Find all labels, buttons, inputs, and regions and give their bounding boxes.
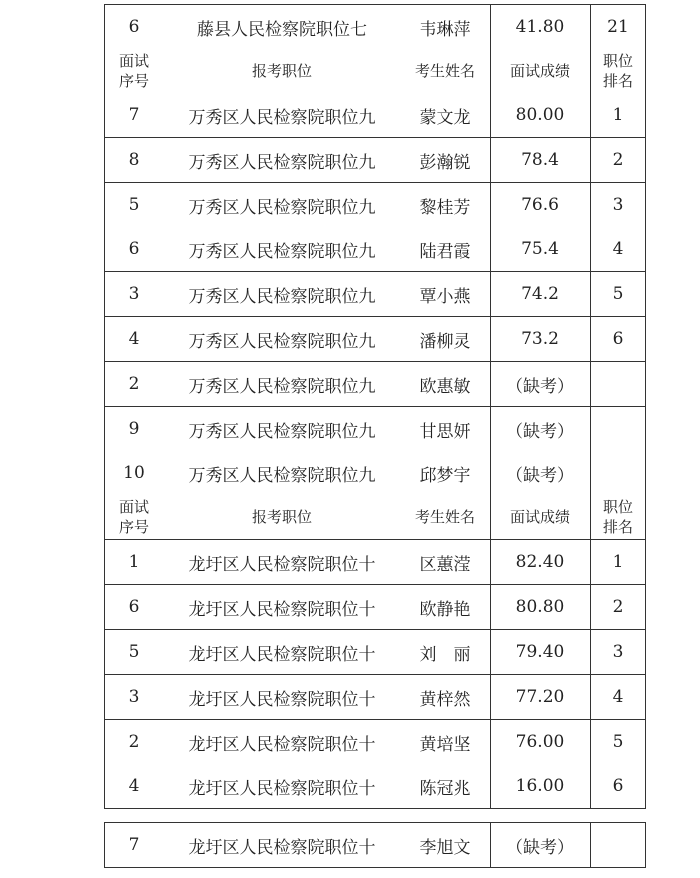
column-divider (590, 451, 591, 495)
table-row (104, 584, 646, 629)
cell-name: 陆君霞 (419, 241, 471, 262)
header-seq: 面试 序号 (118, 52, 149, 90)
table-row (104, 93, 646, 137)
cell-seq: 5 (128, 642, 140, 662)
column-divider (104, 451, 105, 495)
column-divider (104, 138, 105, 182)
column-divider (645, 407, 646, 451)
cell-position: 万秀区人民检察院职位九 (188, 376, 376, 397)
column-divider (490, 540, 491, 584)
column-divider (645, 823, 646, 867)
table-header-row (104, 495, 646, 539)
column-divider (645, 675, 646, 719)
cell-seq: 8 (128, 150, 140, 170)
column-divider (104, 495, 105, 539)
cell-seq: 4 (128, 776, 140, 796)
cell-score: 75.4 (521, 239, 559, 259)
cell-seq: 3 (128, 284, 140, 304)
column-divider (645, 272, 646, 316)
table-row (104, 4, 646, 49)
cell-position: 龙圩区人民检察院职位十 (188, 644, 376, 665)
cell-score: 76.6 (521, 195, 559, 215)
column-divider (645, 5, 646, 49)
cell-position: 万秀区人民检察院职位九 (188, 107, 376, 128)
column-divider (590, 5, 591, 49)
table-row (104, 539, 646, 584)
cell-position: 龙圩区人民检察院职位十 (188, 554, 376, 575)
cell-position: 龙圩区人民检察院职位十 (188, 599, 376, 620)
column-divider (104, 720, 105, 764)
column-divider (490, 720, 491, 764)
cell-score: （缺考） (506, 376, 574, 397)
cell-rank: 5 (612, 284, 624, 304)
cell-seq: 2 (128, 732, 140, 752)
cell-rank: 4 (612, 239, 624, 259)
table-row (104, 271, 646, 316)
header-position: 报考职位 (251, 508, 312, 526)
table-header-row (104, 49, 646, 93)
header-rank: 职位 排名 (602, 498, 633, 536)
column-divider (590, 183, 591, 227)
column-divider (590, 764, 591, 808)
cell-name: 刘 丽 (419, 644, 471, 665)
column-divider (490, 823, 491, 867)
column-divider (104, 93, 105, 137)
column-divider (490, 49, 491, 93)
column-divider (104, 227, 105, 271)
cell-position: 龙圩区人民检察院职位十 (188, 734, 376, 755)
cell-name: 欧静艳 (419, 599, 471, 620)
cell-name: 覃小燕 (419, 286, 471, 307)
column-divider (490, 93, 491, 137)
column-divider (104, 317, 105, 361)
header-score: 面试成绩 (509, 508, 570, 526)
column-divider (590, 138, 591, 182)
table-row (104, 629, 646, 674)
cell-rank: 1 (612, 105, 624, 125)
column-divider (490, 630, 491, 674)
cell-score: 73.2 (521, 329, 559, 349)
cell-rank (590, 407, 646, 451)
cell-rank: 6 (612, 329, 624, 349)
column-divider (590, 630, 591, 674)
cell-name: 蒙文龙 (419, 107, 471, 128)
cell-seq: 6 (128, 597, 140, 617)
cell-position: 龙圩区人民检察院职位十 (188, 837, 376, 858)
cell-name: 潘柳灵 (419, 331, 471, 352)
cell-seq: 6 (128, 17, 140, 37)
column-divider (645, 362, 646, 406)
column-divider (645, 495, 646, 539)
cell-score: 16.00 (515, 776, 565, 796)
cell-position: 万秀区人民检察院职位九 (188, 241, 376, 262)
cell-seq: 9 (128, 419, 140, 439)
column-divider (490, 227, 491, 271)
table-row (104, 361, 646, 406)
cell-rank: 4 (612, 687, 624, 707)
column-divider (490, 183, 491, 227)
column-divider (490, 362, 491, 406)
column-divider (490, 5, 491, 49)
table-row (104, 227, 646, 271)
column-divider (590, 675, 591, 719)
cell-name: 黄培坚 (419, 734, 471, 755)
column-divider (490, 317, 491, 361)
table-row (104, 137, 646, 182)
column-divider (590, 585, 591, 629)
table-row (104, 822, 646, 868)
cell-name: 韦琳萍 (419, 19, 471, 40)
column-divider (490, 272, 491, 316)
cell-seq: 6 (128, 239, 140, 259)
cell-rank: 2 (612, 150, 624, 170)
cell-name: 甘思妍 (419, 421, 471, 442)
cell-position: 万秀区人民检察院职位九 (188, 465, 376, 486)
cell-name: 黄梓然 (419, 689, 471, 710)
cell-rank: 1 (612, 552, 624, 572)
cell-rank: 2 (612, 597, 624, 617)
cell-position: 万秀区人民检察院职位九 (188, 152, 376, 173)
column-divider (590, 823, 591, 867)
cell-position: 藤县人民检察院职位七 (197, 19, 367, 40)
table-row (104, 182, 646, 227)
cell-rank: 3 (612, 642, 624, 662)
cell-position: 万秀区人民检察院职位九 (188, 421, 376, 442)
column-divider (590, 407, 591, 451)
column-divider (104, 585, 105, 629)
cell-name: 区蕙滢 (419, 554, 471, 575)
cell-score: 82.40 (515, 552, 565, 572)
cell-position: 龙圩区人民检察院职位十 (188, 689, 376, 710)
column-divider (590, 495, 591, 539)
column-divider (645, 227, 646, 271)
column-divider (104, 675, 105, 719)
column-divider (490, 138, 491, 182)
table-row (104, 764, 646, 809)
cell-rank: 21 (607, 17, 629, 37)
column-divider (645, 93, 646, 137)
column-divider (490, 495, 491, 539)
header-score: 面试成绩 (509, 62, 570, 80)
column-divider (590, 227, 591, 271)
column-divider (590, 720, 591, 764)
cell-rank: 6 (612, 776, 624, 796)
column-divider (490, 585, 491, 629)
column-divider (590, 540, 591, 584)
table-row (104, 719, 646, 764)
header-name: 考生姓名 (414, 508, 475, 526)
cell-score: 41.80 (515, 17, 565, 37)
cell-seq: 7 (128, 105, 140, 125)
cell-name: 黎桂芳 (419, 197, 471, 218)
cell-seq: 10 (123, 463, 145, 483)
header-name: 考生姓名 (414, 62, 475, 80)
cell-seq: 5 (128, 195, 140, 215)
column-divider (490, 675, 491, 719)
column-divider (104, 183, 105, 227)
column-divider (645, 720, 646, 764)
cell-score: 77.20 (515, 687, 565, 707)
table-row (104, 451, 646, 495)
results-table (104, 4, 646, 868)
cell-score: （缺考） (506, 421, 574, 442)
cell-seq: 3 (128, 687, 140, 707)
column-divider (104, 407, 105, 451)
column-divider (590, 93, 591, 137)
cell-position: 万秀区人民检察院职位九 (188, 197, 376, 218)
column-divider (645, 183, 646, 227)
column-divider (645, 451, 646, 495)
cell-score: 80.80 (515, 597, 565, 617)
cell-rank (590, 451, 646, 495)
cell-rank: 3 (612, 195, 624, 215)
cell-name: 欧惠敏 (419, 376, 471, 397)
column-divider (645, 540, 646, 584)
column-divider (590, 362, 591, 406)
cell-position: 龙圩区人民检察院职位十 (188, 778, 376, 799)
cell-rank (590, 362, 646, 406)
cell-seq: 1 (128, 552, 140, 572)
cell-seq: 2 (128, 374, 140, 394)
column-divider (590, 317, 591, 361)
cell-name: 彭瀚锐 (419, 152, 471, 173)
header-rank: 职位 排名 (602, 52, 633, 90)
cell-score: （缺考） (506, 465, 574, 486)
column-divider (645, 585, 646, 629)
column-divider (104, 630, 105, 674)
column-divider (645, 317, 646, 361)
cell-score: 78.4 (521, 150, 559, 170)
cell-position: 万秀区人民检察院职位九 (188, 286, 376, 307)
column-divider (104, 5, 105, 49)
cell-position: 万秀区人民检察院职位九 (188, 331, 376, 352)
cell-score: 74.2 (521, 284, 559, 304)
column-divider (645, 630, 646, 674)
cell-name: 李旭文 (419, 837, 471, 858)
column-divider (104, 49, 105, 93)
column-divider (645, 764, 646, 808)
column-divider (490, 407, 491, 451)
cell-name: 邱梦宇 (419, 465, 471, 486)
cell-score: 76.00 (515, 732, 565, 752)
header-seq: 面试 序号 (118, 498, 149, 536)
cell-name: 陈冠兆 (419, 778, 471, 799)
cell-rank (590, 823, 646, 867)
cell-score: （缺考） (506, 837, 574, 858)
cell-score: 80.00 (515, 105, 565, 125)
column-divider (490, 764, 491, 808)
table-row (104, 316, 646, 361)
column-divider (490, 451, 491, 495)
cell-score: 79.40 (515, 642, 565, 662)
cell-rank: 5 (612, 732, 624, 752)
cell-seq: 4 (128, 329, 140, 349)
header-position: 报考职位 (251, 62, 312, 80)
column-divider (104, 540, 105, 584)
table-row (104, 674, 646, 719)
column-divider (104, 823, 105, 867)
table-row (104, 406, 646, 451)
column-divider (590, 272, 591, 316)
column-divider (104, 764, 105, 808)
column-divider (104, 272, 105, 316)
column-divider (104, 362, 105, 406)
column-divider (645, 49, 646, 93)
cell-seq: 7 (128, 835, 140, 855)
column-divider (645, 138, 646, 182)
column-divider (590, 49, 591, 93)
